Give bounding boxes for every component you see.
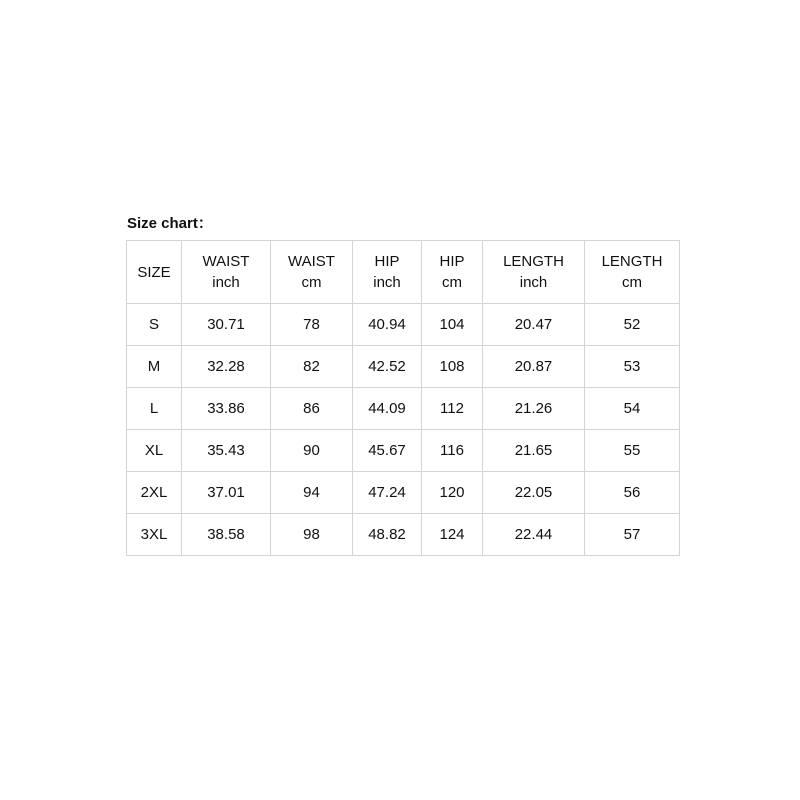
cell-length-cm: 57: [585, 514, 680, 556]
header-unit: cm: [442, 274, 462, 291]
cell-hip-cm: 112: [422, 388, 483, 430]
header-label: WAIST: [202, 253, 250, 270]
cell-size: 2XL: [127, 472, 182, 514]
cell-hip-inch: 44.09: [353, 388, 422, 430]
cell-length-cm: 52: [585, 304, 680, 346]
header-row: [127, 241, 680, 304]
cell-waist-inch: 37.01: [182, 472, 271, 514]
header-waist-inch: [182, 241, 271, 304]
cell-waist-cm: 86: [271, 388, 353, 430]
header-label: WAIST: [288, 253, 335, 270]
cell-length-inch: 21.65: [483, 430, 585, 472]
cell-length-inch: 22.44: [483, 514, 585, 556]
header-hip-inch: [353, 241, 422, 304]
header-label: HIP: [439, 253, 465, 270]
header-unit: cm: [301, 274, 322, 291]
header-label: SIZE: [137, 263, 171, 281]
header-unit: inch: [519, 274, 548, 291]
cell-hip-cm: 116: [422, 430, 483, 472]
header-unit: inch: [212, 274, 240, 291]
cell-length-cm: 55: [585, 430, 680, 472]
table-row: [127, 472, 680, 514]
page-title: Size chart：: [127, 215, 213, 232]
cell-length-cm: 53: [585, 346, 680, 388]
cell-size: 3XL: [127, 514, 182, 556]
cell-length-inch: 20.87: [483, 346, 585, 388]
size-chart-table: [126, 240, 680, 556]
header-label: LENGTH: [503, 253, 564, 270]
cell-hip-inch: 45.67: [353, 430, 422, 472]
cell-waist-inch: 38.58: [182, 514, 271, 556]
table-row: [127, 430, 680, 472]
header-label: HIP: [374, 253, 400, 270]
cell-waist-cm: 78: [271, 304, 353, 346]
cell-hip-inch: 42.52: [353, 346, 422, 388]
cell-hip-cm: 124: [422, 514, 483, 556]
cell-size: XL: [127, 430, 182, 472]
cell-size: S: [127, 304, 182, 346]
cell-waist-inch: 35.43: [182, 430, 271, 472]
cell-waist-cm: 82: [271, 346, 353, 388]
cell-size: L: [127, 388, 182, 430]
cell-hip-inch: 47.24: [353, 472, 422, 514]
cell-size: M: [127, 346, 182, 388]
cell-waist-cm: 94: [271, 472, 353, 514]
header-unit: cm: [622, 274, 642, 291]
header-size: [127, 241, 182, 304]
table-row: [127, 304, 680, 346]
header-length-inch: [483, 241, 585, 304]
cell-waist-cm: 98: [271, 514, 353, 556]
cell-waist-inch: 30.71: [182, 304, 271, 346]
header-hip-cm: [422, 241, 483, 304]
header-label: LENGTH: [601, 253, 663, 270]
table-row: [127, 514, 680, 556]
cell-length-inch: 20.47: [483, 304, 585, 346]
cell-length-cm: 56: [585, 472, 680, 514]
header-unit: inch: [373, 274, 401, 291]
cell-waist-cm: 90: [271, 430, 353, 472]
table-row: [127, 346, 680, 388]
cell-length-inch: 21.26: [483, 388, 585, 430]
cell-hip-cm: 108: [422, 346, 483, 388]
cell-hip-cm: 120: [422, 472, 483, 514]
cell-hip-inch: 40.94: [353, 304, 422, 346]
header-waist-cm: [271, 241, 353, 304]
cell-hip-cm: 104: [422, 304, 483, 346]
table-row: [127, 388, 680, 430]
cell-waist-inch: 33.86: [182, 388, 271, 430]
cell-hip-inch: 48.82: [353, 514, 422, 556]
cell-length-cm: 54: [585, 388, 680, 430]
cell-length-inch: 22.05: [483, 472, 585, 514]
header-length-cm: [585, 241, 680, 304]
cell-waist-inch: 32.28: [182, 346, 271, 388]
